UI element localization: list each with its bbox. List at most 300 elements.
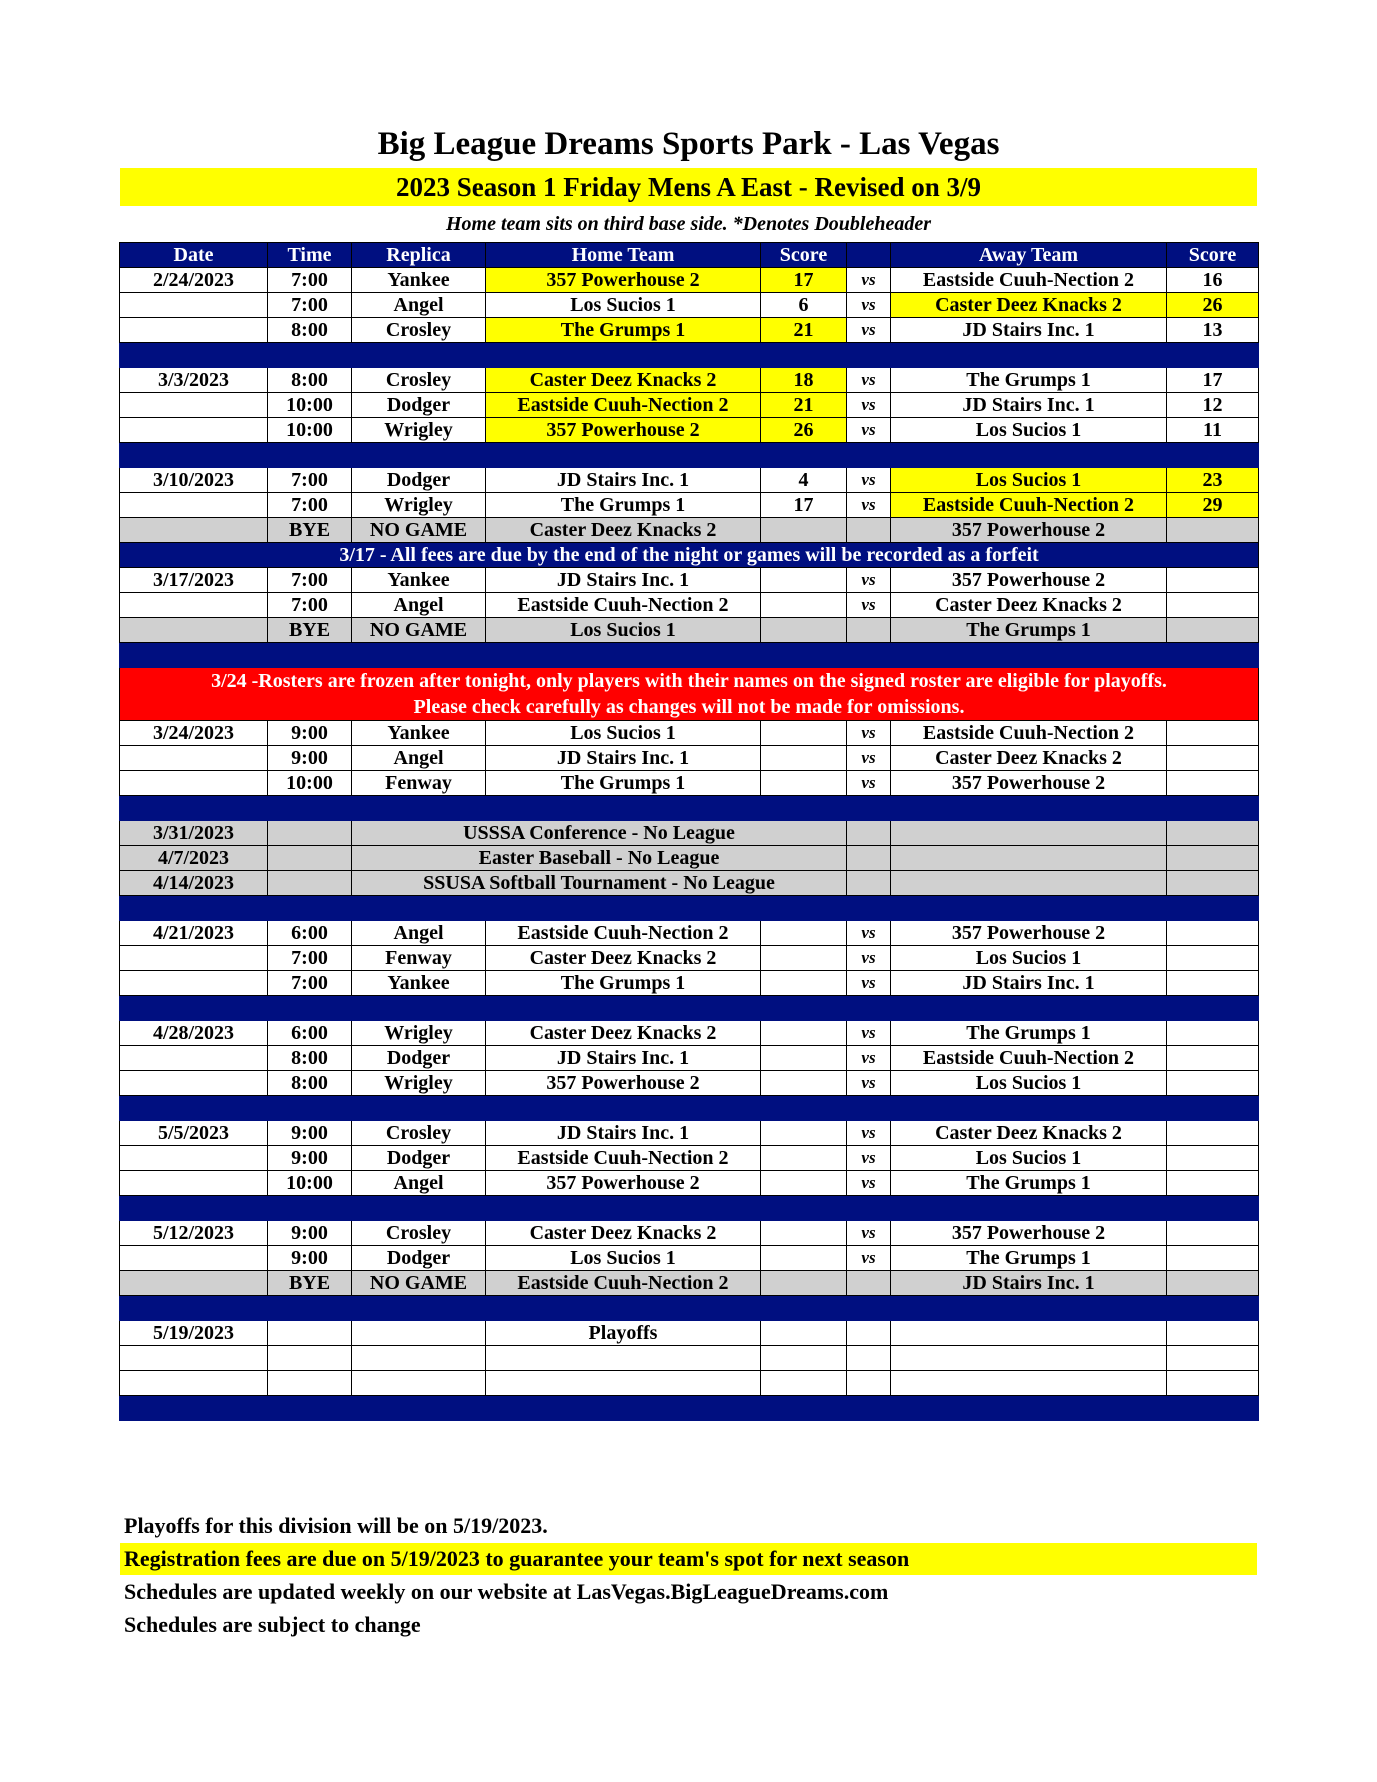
separator-cell: [891, 443, 1167, 468]
game-replica-field: Dodger: [352, 1246, 486, 1271]
home-score: [761, 1246, 847, 1271]
no-league-time: [268, 846, 352, 871]
away-score: [1167, 1021, 1259, 1046]
home-score: [761, 1021, 847, 1046]
separator-cell: [761, 343, 847, 368]
game-row: [120, 1121, 1259, 1146]
blank-cell: [891, 1346, 1167, 1371]
blank-cell: [486, 1346, 761, 1371]
game-row: [120, 393, 1259, 418]
separator-row: [120, 643, 1259, 668]
no-league-text: Easter Baseball - No League: [352, 846, 847, 871]
home-team: Los Sucios 1: [486, 1246, 761, 1271]
separator-cell: [120, 796, 268, 821]
home-team-note: Home team sits on third base side. *Denotes Doubleheader: [446, 213, 931, 235]
home-team: The Grumps 1: [486, 771, 761, 796]
no-league-away-score: [1167, 871, 1259, 896]
away-score: 29: [1167, 493, 1259, 518]
blank-cell: [268, 1346, 352, 1371]
home-team: JD Stairs Inc. 1: [486, 746, 761, 771]
schedule-body: [120, 268, 1259, 1421]
game-row: [120, 1046, 1259, 1071]
home-score: 26: [761, 418, 847, 443]
game-row: [120, 1021, 1259, 1046]
game-date: [120, 418, 268, 443]
home-team: 357 Powerhouse 2: [486, 268, 761, 293]
game-time: 9:00: [268, 1146, 352, 1171]
bye-away-team: JD Stairs Inc. 1: [891, 1271, 1167, 1296]
page-subtitle: 2023 Season 1 Friday Mens A East - Revised on 3/9: [120, 168, 1257, 206]
away-team: 357 Powerhouse 2: [891, 568, 1167, 593]
home-score: [761, 771, 847, 796]
blank-cell: [120, 1371, 268, 1396]
home-score: [761, 1071, 847, 1096]
bye-row: [120, 1271, 1259, 1296]
game-date: [120, 946, 268, 971]
game-date: [120, 771, 268, 796]
separator-cell: [847, 343, 891, 368]
away-score: [1167, 1071, 1259, 1096]
away-team: Eastside Cuuh-Nection 2: [891, 493, 1167, 518]
separator-cell: [1167, 1096, 1259, 1121]
separator-cell: [268, 1396, 352, 1421]
separator-cell: [1167, 896, 1259, 921]
separator-cell: [268, 643, 352, 668]
fees-banner-row: [120, 543, 1259, 568]
playoffs-date: 5/19/2023: [120, 1321, 268, 1346]
bye-vs: [847, 518, 891, 543]
vs-label: vs: [847, 393, 891, 418]
game-time: 10:00: [268, 418, 352, 443]
separator-cell: [847, 443, 891, 468]
game-row: [120, 771, 1259, 796]
game-replica-field: Wrigley: [352, 1071, 486, 1096]
game-date: [120, 318, 268, 343]
game-date: 3/10/2023: [120, 468, 268, 493]
away-team: JD Stairs Inc. 1: [891, 393, 1167, 418]
vs-label: vs: [847, 1121, 891, 1146]
game-row: [120, 293, 1259, 318]
away-score: [1167, 971, 1259, 996]
separator-cell: [352, 343, 486, 368]
roster-banner-text: [120, 668, 1259, 721]
game-date: [120, 1071, 268, 1096]
separator-cell: [352, 443, 486, 468]
bye-home-team: Los Sucios 1: [486, 618, 761, 643]
home-team: JD Stairs Inc. 1: [486, 1121, 761, 1146]
away-score: [1167, 1221, 1259, 1246]
separator-cell: [120, 643, 268, 668]
away-score: [1167, 746, 1259, 771]
separator-cell: [761, 643, 847, 668]
game-replica-field: Fenway: [352, 771, 486, 796]
game-date: 5/5/2023: [120, 1121, 268, 1146]
separator-cell: [486, 1096, 761, 1121]
separator-cell: [891, 1296, 1167, 1321]
separator-cell: [891, 643, 1167, 668]
away-team: Eastside Cuuh-Nection 2: [891, 721, 1167, 746]
game-row: [120, 318, 1259, 343]
separator-cell: [847, 896, 891, 921]
no-league-row: [120, 821, 1259, 846]
away-team: Los Sucios 1: [891, 946, 1167, 971]
separator-cell: [847, 996, 891, 1021]
blank-cell: [352, 1371, 486, 1396]
separator-cell: [761, 1196, 847, 1221]
away-score: [1167, 1121, 1259, 1146]
game-row: [120, 1071, 1259, 1096]
blank-cell: [847, 1371, 891, 1396]
away-team: Los Sucios 1: [891, 1071, 1167, 1096]
bye-away-score: [1167, 518, 1259, 543]
separator-cell: [1167, 443, 1259, 468]
bye-away-score: [1167, 1271, 1259, 1296]
game-date: [120, 593, 268, 618]
home-score: [761, 1221, 847, 1246]
home-score: [761, 721, 847, 746]
away-score: [1167, 721, 1259, 746]
home-score: 6: [761, 293, 847, 318]
game-date: [120, 746, 268, 771]
game-time: 7:00: [268, 493, 352, 518]
game-time: 7:00: [268, 971, 352, 996]
game-replica-field: Wrigley: [352, 418, 486, 443]
home-score: 4: [761, 468, 847, 493]
vs-label: vs: [847, 921, 891, 946]
separator-cell: [486, 343, 761, 368]
no-league-time: [268, 821, 352, 846]
game-row: [120, 1146, 1259, 1171]
blank-cell: [268, 1371, 352, 1396]
away-score: [1167, 568, 1259, 593]
home-team: 357 Powerhouse 2: [486, 1071, 761, 1096]
vs-label: vs: [847, 721, 891, 746]
away-team: Caster Deez Knacks 2: [891, 593, 1167, 618]
bye-home-score: [761, 618, 847, 643]
no-league-text: SSUSA Softball Tournament - No League: [352, 871, 847, 896]
game-date: 3/24/2023: [120, 721, 268, 746]
vs-label: vs: [847, 771, 891, 796]
game-replica-field: Yankee: [352, 721, 486, 746]
game-time: 7:00: [268, 268, 352, 293]
away-score: [1167, 1246, 1259, 1271]
vs-label: vs: [847, 1221, 891, 1246]
away-score: [1167, 593, 1259, 618]
game-date: [120, 1146, 268, 1171]
no-league-vs: [847, 871, 891, 896]
separator-cell: [120, 1296, 268, 1321]
blank-cell: [486, 1371, 761, 1396]
playoffs-row: [120, 1321, 1259, 1346]
game-replica-field: Crosley: [352, 1121, 486, 1146]
bye-away-score: [1167, 618, 1259, 643]
game-time: 9:00: [268, 1246, 352, 1271]
bye-row: [120, 518, 1259, 543]
separator-cell: [268, 896, 352, 921]
separator-cell: [120, 343, 268, 368]
home-score: [761, 568, 847, 593]
bye-row: [120, 618, 1259, 643]
game-date: 4/28/2023: [120, 1021, 268, 1046]
playoffs-empty-cell: [891, 1321, 1167, 1346]
home-score: 18: [761, 368, 847, 393]
home-score: [761, 946, 847, 971]
game-replica-field: Crosley: [352, 318, 486, 343]
separator-cell: [268, 343, 352, 368]
separator-cell: [486, 996, 761, 1021]
separator-cell: [486, 1196, 761, 1221]
separator-cell: [486, 796, 761, 821]
away-team: Eastside Cuuh-Nection 2: [891, 1046, 1167, 1071]
separator-cell: [120, 443, 268, 468]
blank-cell: [761, 1371, 847, 1396]
home-score: [761, 971, 847, 996]
no-game-label: NO GAME: [352, 518, 486, 543]
bye-vs: [847, 1271, 891, 1296]
separator-cell: [120, 996, 268, 1021]
home-team: Eastside Cuuh-Nection 2: [486, 393, 761, 418]
home-score: [761, 1121, 847, 1146]
separator-cell: [352, 996, 486, 1021]
playoffs-empty-cell: [847, 1321, 891, 1346]
bye-away-team: The Grumps 1: [891, 618, 1167, 643]
header-away-score: Score: [1167, 243, 1259, 268]
vs-label: vs: [847, 368, 891, 393]
away-score: 17: [1167, 368, 1259, 393]
bye-home-team: Caster Deez Knacks 2: [486, 518, 761, 543]
footer-playoffs-note: Playoffs for this division will be on 5/19/2023.: [124, 1513, 548, 1538]
game-date: [120, 493, 268, 518]
separator-cell: [120, 1096, 268, 1121]
separator-cell: [847, 643, 891, 668]
away-score: [1167, 1046, 1259, 1071]
separator-row: [120, 1196, 1259, 1221]
separator-cell: [120, 1196, 268, 1221]
no-league-away-score: [1167, 821, 1259, 846]
game-date: 3/3/2023: [120, 368, 268, 393]
bye-label: BYE: [268, 618, 352, 643]
bye-home-score: [761, 518, 847, 543]
separator-cell: [761, 896, 847, 921]
game-row: [120, 568, 1259, 593]
game-row: [120, 1246, 1259, 1271]
game-date: 5/12/2023: [120, 1221, 268, 1246]
home-score: [761, 1171, 847, 1196]
game-date: [120, 393, 268, 418]
roster-banner-line-1: 3/24 -Rosters are frozen after tonight, only players with their names on the signed roster are eligible for playoffs.: [211, 670, 1167, 692]
separator-cell: [761, 996, 847, 1021]
no-league-time: [268, 871, 352, 896]
separator-row: [120, 443, 1259, 468]
separator-cell: [891, 896, 1167, 921]
away-team: 357 Powerhouse 2: [891, 771, 1167, 796]
game-replica-field: Wrigley: [352, 493, 486, 518]
away-score: [1167, 1171, 1259, 1196]
separator-cell: [847, 796, 891, 821]
home-team: JD Stairs Inc. 1: [486, 1046, 761, 1071]
separator-cell: [268, 1096, 352, 1121]
header-time: Time: [268, 243, 352, 268]
no-league-away-score: [1167, 846, 1259, 871]
home-team: Eastside Cuuh-Nection 2: [486, 593, 761, 618]
header-vs: [847, 243, 891, 268]
vs-label: vs: [847, 1046, 891, 1071]
away-team: 357 Powerhouse 2: [891, 921, 1167, 946]
game-date: [120, 1046, 268, 1071]
game-replica-field: Angel: [352, 593, 486, 618]
separator-cell: [486, 443, 761, 468]
bye-date: [120, 1271, 268, 1296]
bye-label: BYE: [268, 518, 352, 543]
footer-registration-note: Registration fees are due on 5/19/2023 to guarantee your team's spot for next season: [120, 1543, 1257, 1575]
no-league-date: 4/7/2023: [120, 846, 268, 871]
game-row: [120, 368, 1259, 393]
game-time: 7:00: [268, 568, 352, 593]
blank-cell: [761, 1346, 847, 1371]
vs-label: vs: [847, 1071, 891, 1096]
separator-cell: [891, 1396, 1167, 1421]
home-team: The Grumps 1: [486, 493, 761, 518]
home-score: 21: [761, 318, 847, 343]
away-team: Los Sucios 1: [891, 1146, 1167, 1171]
away-score: [1167, 771, 1259, 796]
separator-cell: [1167, 1396, 1259, 1421]
separator-cell: [891, 343, 1167, 368]
fees-banner-text: 3/17 - All fees are due by the end of the night or games will be recorded as a forfeit: [120, 543, 1259, 568]
no-league-date: 4/14/2023: [120, 871, 268, 896]
home-score: [761, 1046, 847, 1071]
vs-label: vs: [847, 493, 891, 518]
away-team: Los Sucios 1: [891, 418, 1167, 443]
separator-cell: [891, 796, 1167, 821]
roster-banner-row: [120, 668, 1259, 721]
vs-label: vs: [847, 746, 891, 771]
game-row: [120, 971, 1259, 996]
bye-label: BYE: [268, 1271, 352, 1296]
home-team: Los Sucios 1: [486, 293, 761, 318]
no-game-label: NO GAME: [352, 618, 486, 643]
no-league-vs: [847, 821, 891, 846]
bye-date: [120, 618, 268, 643]
no-league-away: [891, 821, 1167, 846]
separator-row: [120, 1296, 1259, 1321]
footer-change-note: Schedules are subject to change: [124, 1612, 421, 1637]
away-team: Caster Deez Knacks 2: [891, 293, 1167, 318]
away-team: The Grumps 1: [891, 1171, 1167, 1196]
away-score: 23: [1167, 468, 1259, 493]
home-team: JD Stairs Inc. 1: [486, 568, 761, 593]
game-time: 8:00: [268, 1046, 352, 1071]
home-team: Caster Deez Knacks 2: [486, 1021, 761, 1046]
playoffs-time: [268, 1321, 352, 1346]
game-date: [120, 971, 268, 996]
vs-label: vs: [847, 1246, 891, 1271]
home-team: The Grumps 1: [486, 318, 761, 343]
home-score: 17: [761, 268, 847, 293]
game-row: [120, 921, 1259, 946]
away-team: Los Sucios 1: [891, 468, 1167, 493]
game-time: 7:00: [268, 293, 352, 318]
bye-home-score: [761, 1271, 847, 1296]
away-score: 26: [1167, 293, 1259, 318]
header-replica: Replica: [352, 243, 486, 268]
game-row: [120, 493, 1259, 518]
game-replica-field: Yankee: [352, 268, 486, 293]
game-replica-field: Yankee: [352, 971, 486, 996]
separator-cell: [761, 1296, 847, 1321]
home-team: The Grumps 1: [486, 971, 761, 996]
away-score: 12: [1167, 393, 1259, 418]
vs-label: vs: [847, 1021, 891, 1046]
separator-cell: [761, 1096, 847, 1121]
game-date: [120, 293, 268, 318]
separator-cell: [352, 1396, 486, 1421]
game-time: 7:00: [268, 593, 352, 618]
separator-cell: [891, 996, 1167, 1021]
header-home-score: Score: [761, 243, 847, 268]
separator-cell: [1167, 796, 1259, 821]
separator-cell: [352, 1296, 486, 1321]
vs-label: vs: [847, 971, 891, 996]
vs-label: vs: [847, 568, 891, 593]
separator-row: [120, 343, 1259, 368]
home-score: 21: [761, 393, 847, 418]
blank-cell: [1167, 1371, 1259, 1396]
no-game-label: NO GAME: [352, 1271, 486, 1296]
home-score: [761, 593, 847, 618]
blank-cell: [891, 1371, 1167, 1396]
game-row: [120, 1171, 1259, 1196]
vs-label: vs: [847, 468, 891, 493]
game-replica-field: Fenway: [352, 946, 486, 971]
separator-cell: [120, 896, 268, 921]
separator-cell: [1167, 343, 1259, 368]
away-team: The Grumps 1: [891, 368, 1167, 393]
blank-cell: [1167, 1346, 1259, 1371]
separator-cell: [120, 1396, 268, 1421]
away-team: Eastside Cuuh-Nection 2: [891, 268, 1167, 293]
game-replica-field: Angel: [352, 293, 486, 318]
separator-row: [120, 1396, 1259, 1421]
no-league-vs: [847, 846, 891, 871]
away-score: [1167, 1146, 1259, 1171]
separator-cell: [268, 996, 352, 1021]
separator-cell: [352, 796, 486, 821]
no-league-row: [120, 846, 1259, 871]
game-replica-field: Crosley: [352, 368, 486, 393]
separator-cell: [352, 896, 486, 921]
footer-website-note: Schedules are updated weekly on our website at LasVegas.BigLeagueDreams.com: [124, 1579, 889, 1604]
separator-cell: [847, 1096, 891, 1121]
game-replica-field: Angel: [352, 746, 486, 771]
away-team: Caster Deez Knacks 2: [891, 1121, 1167, 1146]
away-score: 11: [1167, 418, 1259, 443]
game-time: 10:00: [268, 1171, 352, 1196]
home-team: Los Sucios 1: [486, 721, 761, 746]
home-score: [761, 746, 847, 771]
game-replica-field: Angel: [352, 1171, 486, 1196]
game-time: 8:00: [268, 318, 352, 343]
playoffs-empty-cell: [1167, 1321, 1259, 1346]
separator-cell: [486, 1296, 761, 1321]
vs-label: vs: [847, 946, 891, 971]
bye-away-team: 357 Powerhouse 2: [891, 518, 1167, 543]
header-date: Date: [120, 243, 268, 268]
separator-cell: [486, 643, 761, 668]
no-league-text: USSSA Conference - No League: [352, 821, 847, 846]
game-date: [120, 1246, 268, 1271]
game-time: 6:00: [268, 1021, 352, 1046]
